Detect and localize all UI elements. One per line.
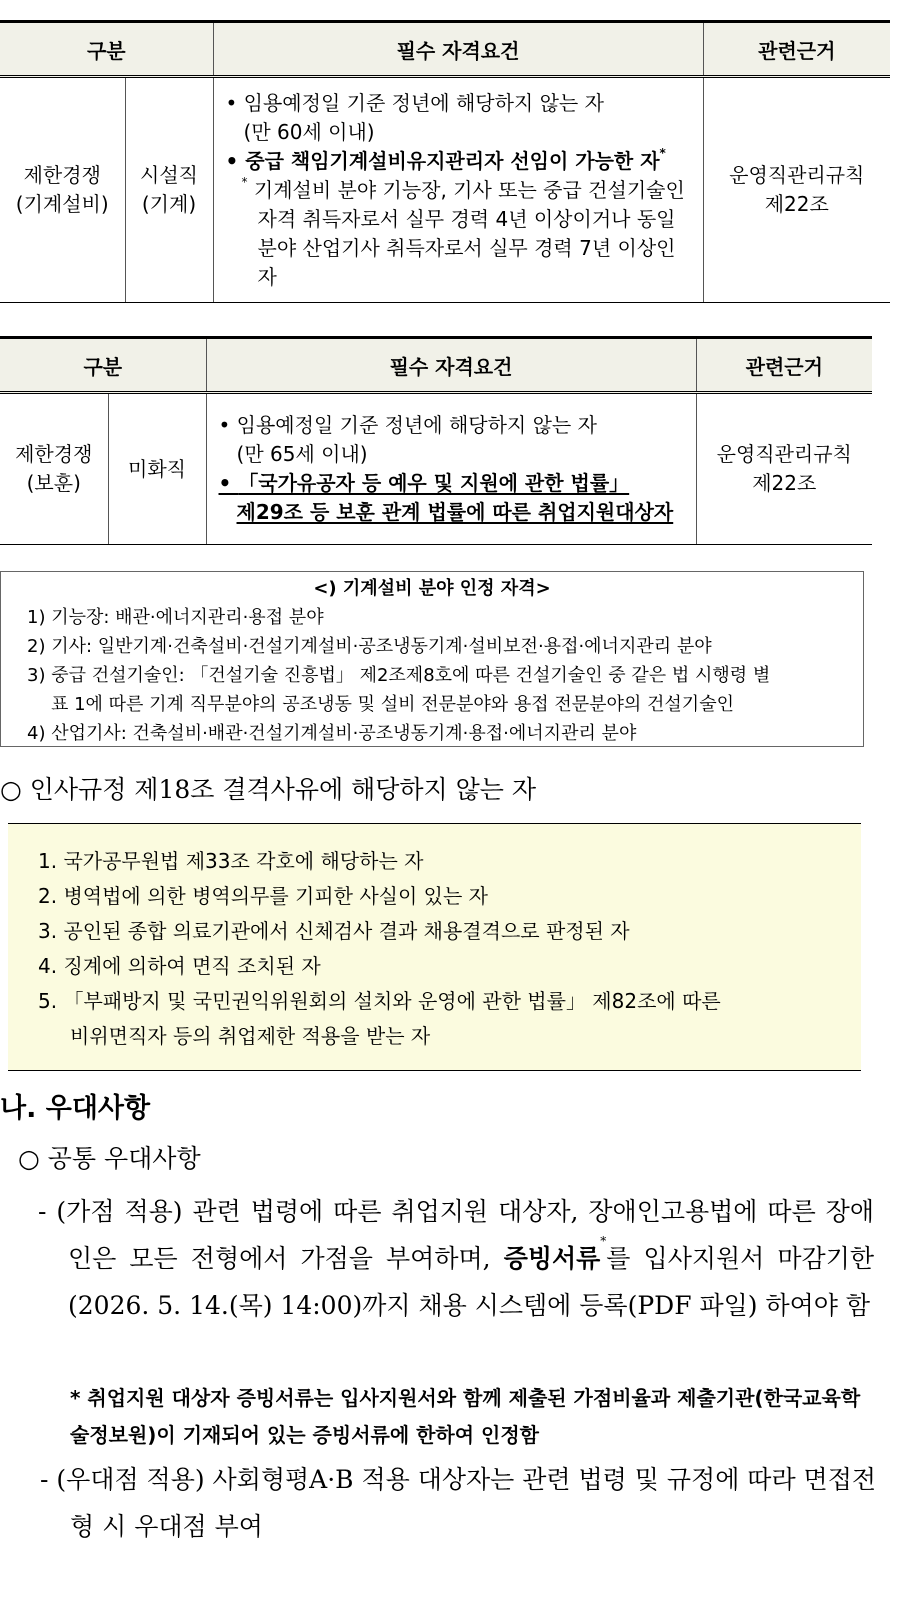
preference-points-paragraph: - (우대점 적용) 사회형평A·B 적용 대상자는 관련 법령 및 규정에 따라 면접전형 시 우대점 부여: [40, 1465, 876, 1541]
evidence-note: * 취업지원 대상자 증빙서류는 입사지원서와 함께 제출된 가점비율과 제출기관(한국교육학술정보원)이 기재되어 있는 증빙서류에 한하여 인정함: [70, 1386, 861, 1447]
list-item: 5. 「부패방지 및 국민권익위원회의 설치와 운영에 관한 법률」 제82조에 따른: [38, 989, 721, 1013]
list-item: 1. 국가공무원법 제33조 각호에 해당하는 자: [38, 849, 424, 873]
list-item: 3. 공인된 종합 의료기관에서 신체검사 결과 채용결격으로 판정된 자: [38, 919, 630, 943]
header-requirements: 필수 자격요건: [206, 338, 696, 393]
qualification-table-veterans: [0, 336, 872, 545]
header-category: 구분: [0, 338, 206, 393]
header-requirements: 필수 자격요건: [213, 22, 703, 77]
header-category: 구분: [0, 22, 213, 77]
requirement-item: • 임용예정일 기준 정년에 해당하지 않는 자 (만 65세 이내): [218, 413, 597, 466]
basis-cell: 운영직관리규칙 제22조: [703, 77, 890, 303]
category-sub: 시설직 (기계): [125, 77, 213, 303]
note-line: 표 1에 따른 기계 직무분야의 공조냉동 및 설비 전문분야와 용접 전문분야의 건설기술인: [51, 694, 734, 715]
note-line: 2) 기사: 일반기계·건축설비·건설기계설비·공조냉동기계·설비보전·용접·에너지관리 분야: [27, 636, 712, 657]
disqualification-list: [8, 823, 861, 1071]
list-item: 4. 징계에 의하여 면직 조치된 자: [38, 954, 321, 978]
requirement-note: * 기계설비 분야 기능장, 기사 또는 중급 건설기술인 자격 취득자로서 실무 경력 4년 이상이거나 동일 분야 산업기사 취득자로서 실무 경력 7년 이상인 자: [241, 174, 685, 289]
note-line: 1) 기능장: 배관·에너지관리·용접 분야: [27, 607, 324, 628]
category-sub: 미화직: [108, 393, 206, 545]
mechanical-qualification-notes: [0, 571, 864, 747]
requirement-item: • 중급 책임기계설비유지관리자 선임이 가능한 자*: [225, 145, 666, 173]
category-main: 제한경쟁 (기계설비): [0, 77, 125, 303]
basis-cell: 운영직관리규칙 제22조: [696, 393, 872, 545]
disqualification-heading: ○ 인사규정 제18조 결격사유에 해당하지 않는 자: [0, 775, 537, 804]
requirement-item: • 임용예정일 기준 정년에 해당하지 않는 자 (만 60세 이내): [225, 90, 604, 144]
list-item-continuation: 비위면직자 등의 취업제한 적용을 받는 자: [70, 1024, 431, 1048]
preference-heading: 나. 우대사항: [0, 1093, 151, 1124]
header-basis: 관련근거: [696, 338, 872, 393]
common-preference-heading: ○ 공통 우대사항: [18, 1144, 201, 1173]
bonus-points-paragraph: - (가점 적용) 관련 법령에 따른 취업지원 대상자, 장애인고용법에 따른 장애인은 모든 전형에서 가점을 부여하며, 증빙서류*를 입사지원서 마감기한(2026. 5. 14.(목) 14:00)까지 채용 시스템에 등록(PDF 파일) 하여야 함: [38, 1197, 874, 1320]
category-main: 제한경쟁 (보훈): [0, 393, 108, 545]
requirement-item: • 「국가유공자 등 예우 및 지원에 관한 법률」 제29조 등 보훈 관계 법률에 따른 취업지원대상자: [218, 471, 674, 524]
notes-title: <) 기계설비 분야 인정 자격>: [313, 578, 551, 599]
note-line: 3) 중급 건설기술인: 「건설기술 진흥법」 제2조제8호에 따른 건설기술인 중 같은 법 시행령 별: [27, 665, 771, 686]
list-item: 2. 병역법에 의한 병역의무를 기피한 사실이 있는 자: [38, 884, 488, 908]
requirements-cell: [213, 77, 703, 303]
note-line: 4) 산업기사: 건축설비·배관·건설기계설비·공조냉동기계·용접·에너지관리 분야: [27, 723, 637, 744]
header-basis: 관련근거: [703, 22, 890, 77]
requirements-cell: [206, 393, 696, 545]
qualification-table-mechanical: [0, 20, 890, 303]
